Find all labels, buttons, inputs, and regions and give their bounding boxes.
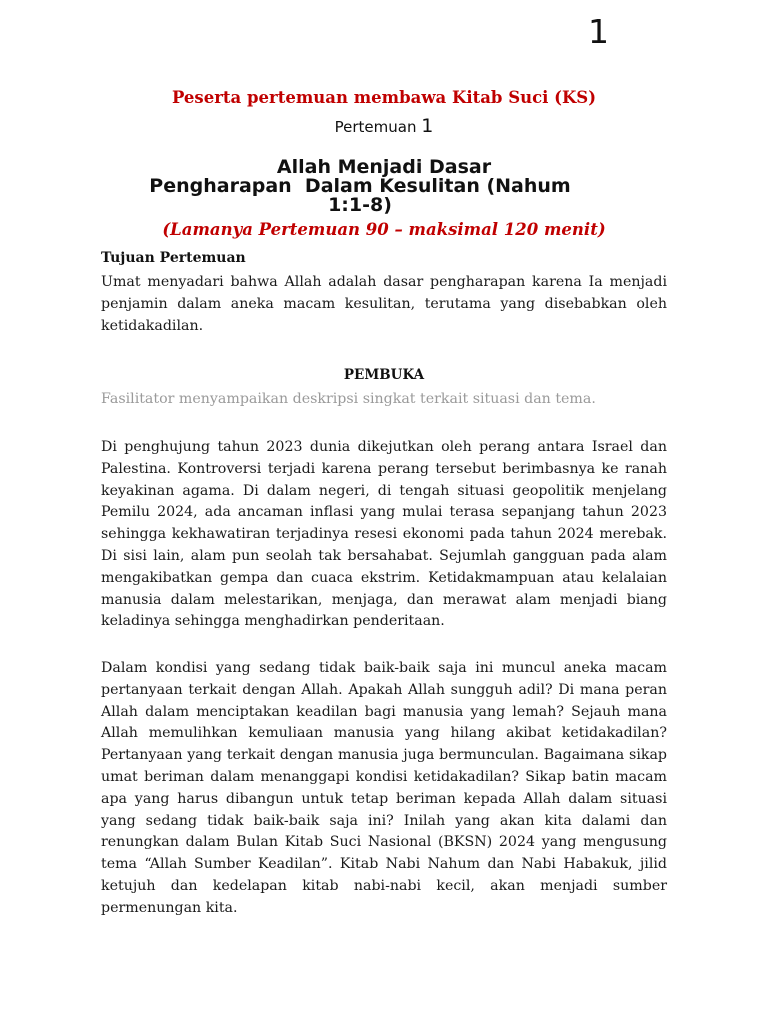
page-title bbox=[100, 158, 668, 215]
opening-paragraph-2: Dalam kondisi yang sedang tidak baik-baik saja ini muncul aneka macam pertanyaan terkait dengan Allah. Apakah Allah sungguh adil? Di mana peran Allah dalam menciptakan keadilan bagi manusia yang lemah? Sejauh mana Allah memulihkan kemuliaan manusia yang hilang akibat ketidakadilan? Pertanyaan yang terkait dengan manusia juga bermunculan. Bagaimana sikap umat beriman dalam menanggapi kondisi ketidakadilan? Sikap batin macam apa yang harus dibangun untuk tetap beriman kepada Allah dalam situasi yang sedang tidak baik-baik saja ini? Inilah yang akan kita dalami dan renungkan dalam Bulan Kitab Suci Nasional (BKSN) 2024 yang mengusung tema “Allah Sumber Keadilan”. Kitab Nabi Nahum dan Nabi Habakuk, jilid ketujuh dan kedelapan kitab nabi-nabi kecil, akan menjadi sumber permenungan kita. bbox=[101, 660, 667, 916]
opening-heading: PEMBUKA bbox=[343, 367, 425, 383]
meeting-note: Peserta pertemuan membawa Kitab Suci (KS) bbox=[171, 88, 597, 107]
title-line-3: 1:1-8) bbox=[328, 194, 392, 216]
duration-note: (Lamanya Pertemuan 90 – maksimal 120 menit) bbox=[162, 220, 606, 239]
title-line-1: Allah Menjadi Dasar bbox=[276, 156, 492, 178]
title-line-2: Pengharapan Dalam Kesulitan (Nahum bbox=[149, 175, 571, 197]
opening-paragraph-1: Di penghujung tahun 2023 dunia dikejutkan oleh perang antara Israel dan Palestina. Kontroversi terjadi karena perang tersebut berimbasnya ke ranah keyakinan agama. Di dalam negeri, di tengah situasi geopolitik menjelang Pemilu 2024, ada ancaman inflasi yang mulai terasa sepanjang tahun 2023 sehingga kekhawatiran terjadinya resesi ekonomi pada tahun 2024 merebak. Di sisi lain, alam pun seolah tak bersahabat. Sejumlah gangguan pada alam mengakibatkan gempa dan cuaca ekstrim. Ketidakmampuan atau kelalaian manusia dalam melestarikan, menjaga, dan merawat alam menjadi biang keladinya sehingga menghadirkan penderitaan. bbox=[101, 439, 667, 630]
meeting-number: 1 bbox=[421, 115, 434, 137]
page-number: 1 bbox=[588, 12, 609, 51]
meeting-label-text: Pertemuan bbox=[334, 118, 417, 136]
facilitator-note: Fasilitator menyampaikan deskripsi singkat terkait situasi dan tema. bbox=[101, 391, 596, 407]
meeting-label bbox=[0, 115, 768, 137]
goal-heading: Tujuan Pertemuan bbox=[101, 250, 246, 266]
goal-text: Umat menyadari bahwa Allah adalah dasar pengharapan karena Ia menjadi penjamin dalam aneka macam kesulitan, terutama yang disebabkan oleh ketidakadilan. bbox=[101, 274, 667, 334]
